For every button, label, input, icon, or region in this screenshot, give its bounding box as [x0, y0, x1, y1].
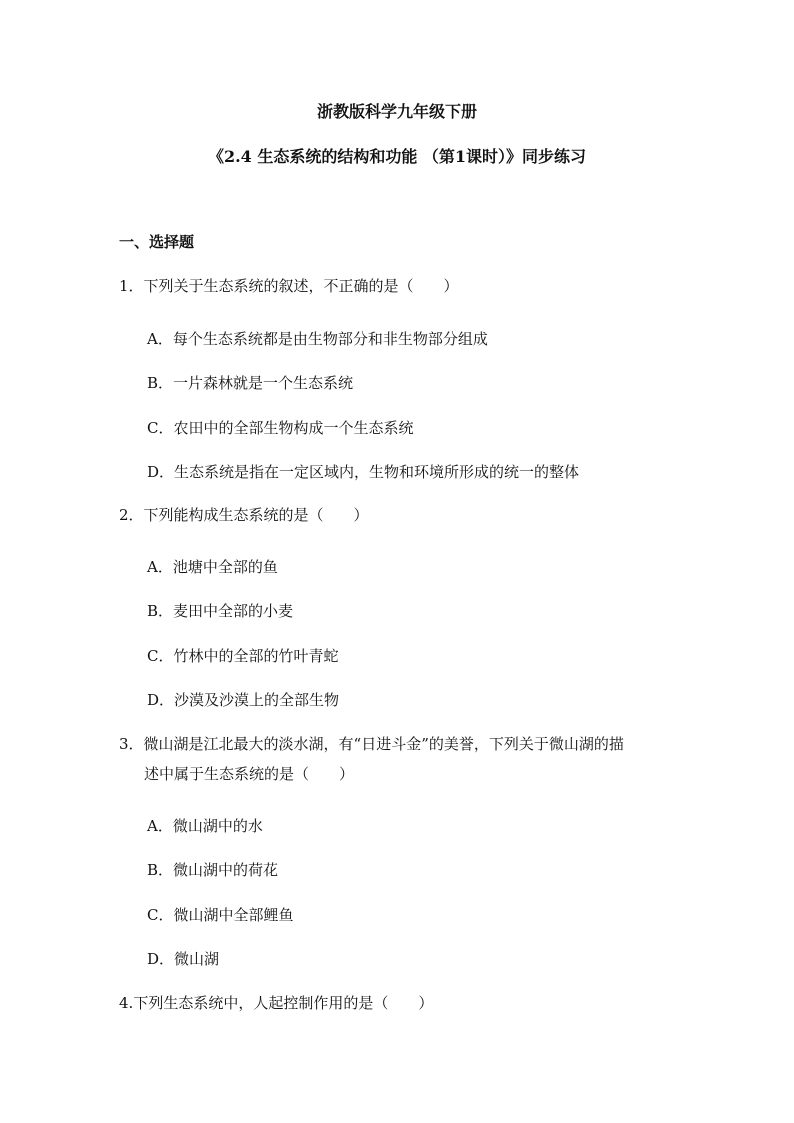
- document-subtitle: 《2.4 生态系统的结构和功能 （第1课时）》同步练习: [207, 147, 587, 166]
- question-text: 下列能构成生态系统的是（ ）: [143, 506, 369, 524]
- option-2c: C．竹林中的全部的竹叶青蛇: [147, 647, 339, 665]
- option-3c: C．微山湖中全部鲤鱼: [147, 906, 294, 924]
- option-1d: D．生态系统是指在一定区域内，生物和环境所形成的统一的整体: [147, 463, 580, 481]
- option-1a: A．每个生态系统都是由生物部分和非生物部分组成: [147, 330, 488, 348]
- document-title: 浙教版科学九年级下册: [316, 102, 477, 121]
- question-text: 下列生态系统中，人起控制作用的是（ ）: [133, 994, 434, 1012]
- question-text: 下列关于生态系统的叙述，不正确的是（ ）: [143, 277, 459, 295]
- question-4: [119, 993, 433, 1013]
- question-number: 1．: [119, 277, 144, 295]
- option-3d: D．微山湖: [147, 950, 220, 968]
- section-heading: 一、选择题: [119, 233, 195, 251]
- question-text: 微山湖是江北最大的淡水湖，有“日进斗金”的美誉，下列关于微山湖的描: [143, 735, 624, 753]
- question-number: 4.: [119, 994, 134, 1012]
- option-3a: A．微山湖中的水: [147, 817, 263, 835]
- question-3: [119, 734, 624, 754]
- question-number: 3．: [119, 735, 144, 753]
- question-number: 2．: [119, 506, 144, 524]
- option-2a: A．池塘中全部的鱼: [147, 558, 278, 576]
- question-2: [119, 505, 369, 525]
- option-1c: C．农田中的全部生物构成一个生态系统: [147, 419, 414, 437]
- option-3b: B．微山湖中的荷花: [147, 861, 279, 879]
- option-1b: B．一片森林就是一个生态系统: [147, 374, 354, 392]
- question-1: [119, 276, 459, 296]
- question-3-continuation: 述中属于生态系统的是（ ）: [144, 765, 355, 783]
- option-2b: B．麦田中全部的小麦: [147, 602, 294, 620]
- option-2d: D．沙漠及沙漠上的全部生物: [147, 691, 340, 709]
